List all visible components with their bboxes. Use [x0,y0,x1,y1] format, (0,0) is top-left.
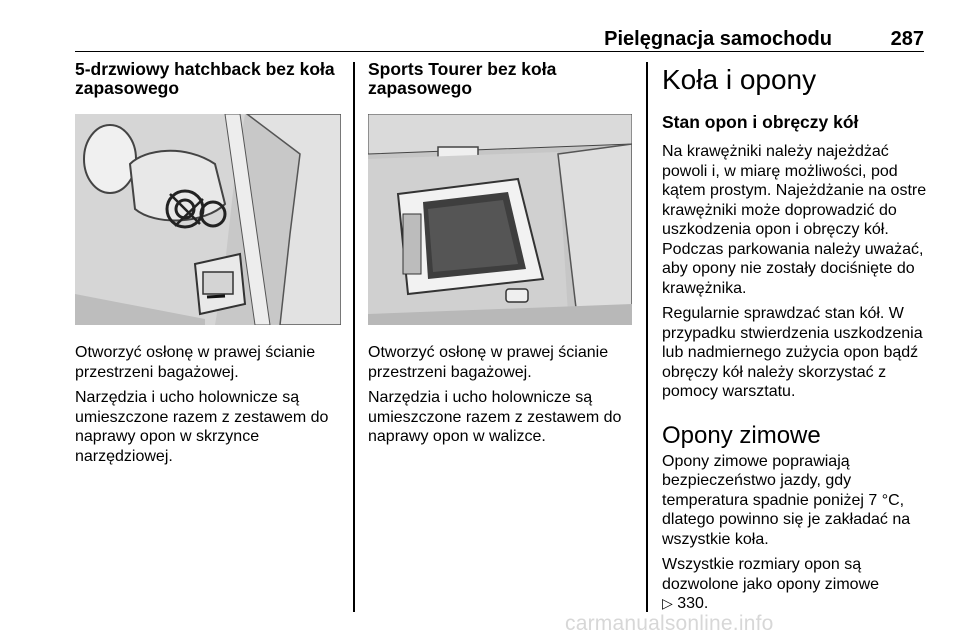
page-number: 287 [890,28,924,50]
watermark: carmanualsonline.info [565,612,774,635]
tyre-sizes-paragraph [662,555,932,614]
tyre-sizes-text: Wszystkie rozmiary opon są dozwolone jako opony zimowe [662,556,880,593]
sports-tourer-trunk-illustration [368,114,632,325]
right-column [662,60,932,614]
column-divider-2 [646,62,648,612]
left-caption: Otworzyć osłonę w prawej ścianie przestrzeni bagażowej. [75,344,316,381]
middle-caption: Otworzyć osłonę w prawej ścianie przestrzeni bagażowej. [368,344,609,381]
header-rule [75,51,924,53]
hatchback-trunk-drawing [75,114,341,325]
left-text: Narzędzia i ucho holownicze są umieszczone razem z zestawem do naprawy opon w skrzynce narzędziowej. [75,389,329,465]
left-column [75,60,343,466]
winter-tyres-paragraph: Opony zimowe poprawiają bezpieczeństwo jazdy, gdy temperatura spadnie poniżej 7 °C, dlatego powinno się je zakładać na wszystkie koła. [662,452,911,548]
inspection-paragraph: Regularnie sprawdzać stan kół. W przypadku stwierdzenia uszkodzenia lub nadmiernego zużycia opon bądź obręczy kół należy skorzystać z pomocy warsztatu. [662,305,923,400]
reference-arrow-icon: ▷ [662,595,673,611]
winter-tyres-title: Opony zimowe [662,421,821,449]
sports-tourer-trunk-drawing [368,114,632,325]
hatchback-trunk-illustration [75,114,341,325]
subsection-title: Stan opon i obręczy kół [662,112,859,132]
chapter-title: Pielęgnacja samochodu [604,28,832,50]
curb-paragraph: Na krawężniki należy najeżdżać powoli i, w miarę możliwości, pod kątem prostym. Najeżdżanie na ostre krawężniki może doprowadzić do uszkodzenia opon i obręczy kół. Podczas parkowania należy uważać, aby opony nie zostały dociśnięte do krawężnika. [662,143,927,297]
page-reference-link[interactable]: 330. [677,595,709,612]
middle-heading: Sports Tourer bez koła zapasowego [368,59,557,98]
middle-column [368,60,636,447]
column-divider-1 [353,62,355,612]
section-title: Koła i opony [662,64,817,95]
middle-text: Narzędzia i ucho holownicze są umieszczone razem z zestawem do naprawy opon w walizce. [368,389,622,445]
left-heading: 5-drzwiowy hatchback bez koła zapasowego [75,59,335,98]
page-header [75,22,924,50]
